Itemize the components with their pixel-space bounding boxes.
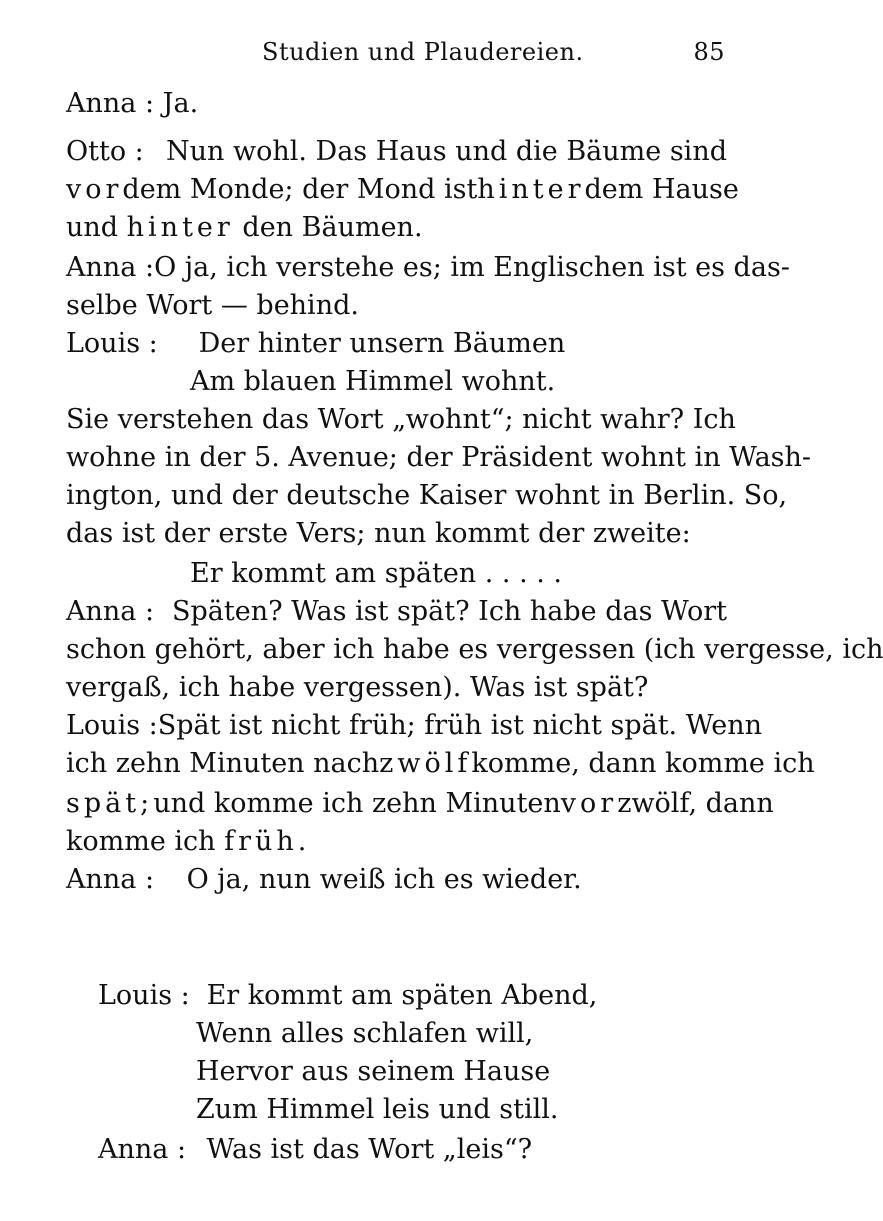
verse-line: Wenn alles schlafen will, [196,1018,534,1049]
text-line-16 [66,670,727,706]
dialogue-text: dem Hause [584,174,739,205]
speaker-label: Anna : [66,252,155,283]
text-line-12 [66,516,727,552]
spaced-word: früh. [224,826,311,857]
dialogue-text: den Bäumen. [242,212,423,243]
text-line-1 [66,86,727,122]
dialogue-text: Späten? Was ist spät? Ich habe das Wort [171,596,727,627]
page-header [262,38,725,66]
text-line-14 [66,594,727,630]
spaced-word: vor [66,174,123,205]
dialogue-text: wohne in der 5. Avenue; der Präsident wohnt in Wash- [66,442,812,473]
text-line-last [98,1132,727,1168]
speaker-label: Otto : [66,136,144,167]
spaced-word: vor [560,788,618,819]
speaker-label: Anna : [98,1134,187,1165]
speaker-label: Louis : [66,328,158,359]
text-line-21 [66,862,727,898]
speaker-label: Anna : [66,864,155,895]
text-line-18 [66,746,815,782]
dialogue-text: Ja. [162,88,199,119]
dialogue-text: ich zehn Minuten nach [66,748,380,779]
dialogue-text: dem Monde; der Mond ist [122,174,478,205]
dialogue-text: vergaß, ich habe vergessen). Was ist spät? [66,672,649,703]
dialogue-text: O ja, ich verstehe es; im Englischen ist es das- [154,252,790,283]
dialogue-text: und [66,212,119,243]
speaker-label: Louis : [66,710,158,741]
text-line-4 [66,210,727,246]
text-line-20 [66,824,727,860]
poem-line-3 [196,1054,727,1090]
text-line-8 [190,364,727,400]
poem-line-2 [196,1016,727,1052]
spaced-word: hinter [126,212,234,243]
text-line-11 [66,478,788,514]
dialogue-text: schon gehört, aber ich habe es vergessen (ich vergesse, ich [66,634,883,665]
verse-line: Der hinter unsern Bäumen [198,328,566,359]
text-line-2 [66,134,727,170]
speaker-label: Anna : [66,596,155,627]
text-line-19 [66,786,774,822]
verse-line: Er kommt am späten . . . . . [190,558,563,589]
text-line-15 [66,632,883,668]
text-line-10 [66,440,812,476]
dialogue-text: und komme ich zehn Minuten [153,788,561,819]
poem-line-4 [196,1092,727,1128]
text-line-5 [66,250,790,286]
dialogue-text: selbe Wort — behind. [66,290,359,321]
dialogue-text: ington, und der deutsche Kaiser wohnt in Berlin. So, [66,480,788,511]
text-line-7 [66,326,727,362]
dialogue-text: O ja, nun weiß ich es wieder. [186,864,582,895]
poem-line-1 [98,978,727,1014]
verse-line: Zum Himmel leis und still. [196,1094,559,1125]
verse-line: Er kommt am späten Abend, [206,980,598,1011]
text-line-6 [66,288,727,324]
text-line-3 [66,172,739,208]
text-line-9 [66,402,736,438]
dialogue-text: Sie verstehen das Wort „wohnt“; nicht wahr? Ich [66,404,736,435]
spaced-word: hinter [477,174,585,205]
verse-line: Hervor aus seinem Hause [196,1056,551,1087]
dialogue-text: Nun wohl. Das Haus und die Bäume sind [166,136,727,167]
speaker-label: Louis : [98,980,190,1011]
dialogue-text: komme ich [66,826,216,857]
text-line-17 [66,708,763,744]
text-line-13 [190,556,727,592]
dialogue-text: zwölf, dann [617,788,774,819]
dialogue-text: komme, dann komme ich [471,748,815,779]
running-title: Studien und Plaudereien. [262,38,584,66]
dialogue-text: das ist der erste Vers; nun kommt der zweite: [66,518,691,549]
dialogue-text: Was ist das Wort „leis“? [206,1134,533,1165]
spaced-word: spät; [66,788,154,819]
speaker-label: Anna : [66,88,155,119]
page-number: 85 [693,38,725,66]
spaced-word: zwölf [379,748,472,779]
verse-line: Am blauen Himmel wohnt. [190,366,556,397]
dialogue-text: Spät ist nicht früh; früh ist nicht spät. Wenn [157,710,763,741]
